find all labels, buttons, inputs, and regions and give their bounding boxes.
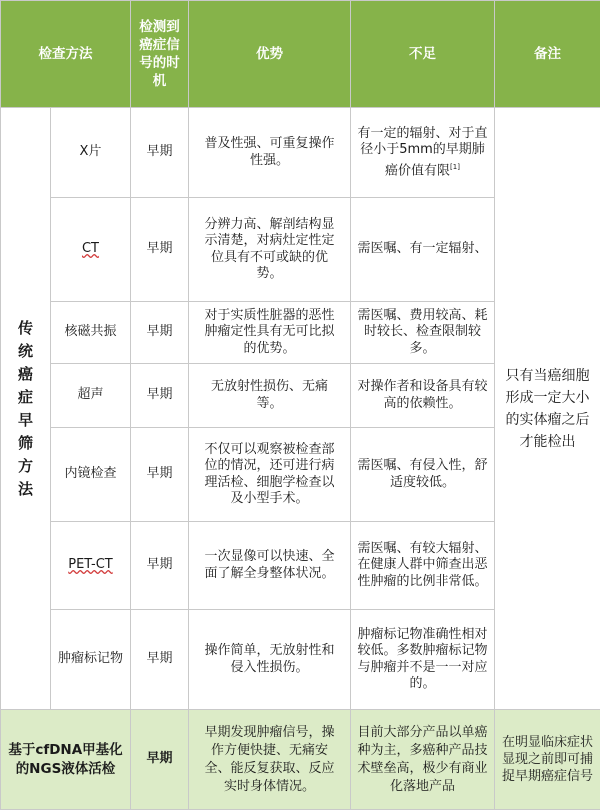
advantage-cell: 不仅可以观察被检查部位的情况，还可进行病理活检、细胞学检查以及小型手术。	[189, 428, 351, 522]
method-cell: 肿瘤标记物	[51, 610, 131, 710]
timing-cell: 早期	[131, 198, 189, 302]
method-text: PET-CT	[68, 557, 113, 573]
method-cell: X片	[51, 108, 131, 198]
advantage-cell: 早期发现肿瘤信号，操作方便快捷、无痛安全、能反复获取、反应实时身体情况。	[189, 710, 351, 810]
disadvantage-cell: 肿瘤标记物准确性相对较低。多数肿瘤标记物与肿瘤并不是一一对应的。	[351, 610, 495, 710]
table-row	[1, 108, 600, 198]
timing-cell: 早期	[131, 302, 189, 364]
timing-cell: 早期	[131, 364, 189, 428]
disadvantage-cell: 需医嘱、有一定辐射、	[351, 198, 495, 302]
disadvantage-cell: 需医嘱、有侵入性，舒适度较低。	[351, 428, 495, 522]
table-row-liquid-biopsy	[1, 710, 600, 810]
disadvantage-cell	[351, 108, 495, 198]
method-cell: 内镜检查	[51, 428, 131, 522]
header-disadvantage: 不足	[351, 1, 495, 108]
advantage-cell: 一次显像可以快速、全面了解全身整体状况。	[189, 522, 351, 610]
header-note: 备注	[495, 1, 600, 108]
method-cell: 核磁共振	[51, 302, 131, 364]
timing-cell: 早期	[131, 522, 189, 610]
method-cell: 基于cfDNA甲基化的NGS液体活检	[1, 710, 131, 810]
advantage-cell: 操作简单，无放射性和侵入性损伤。	[189, 610, 351, 710]
timing-cell: 早期	[131, 710, 189, 810]
disadvantage-cell: 需医嘱、有较大辐射、在健康人群中筛查出恶性肿瘤的比例非常低。	[351, 522, 495, 610]
method-cell	[51, 522, 131, 610]
method-cell	[51, 198, 131, 302]
timing-cell: 早期	[131, 428, 189, 522]
group-label-cell	[1, 108, 51, 710]
group-note-cell: 只有当癌细胞形成一定大小的实体瘤之后才能检出	[495, 108, 600, 710]
disadvantage-text: 有一定的辐射、对于直径小于5mm的早期肺癌价值有限	[357, 125, 488, 178]
header-method: 检查方法	[1, 1, 131, 108]
header-timing	[131, 1, 189, 108]
group-label: 传统癌症早筛方法	[17, 318, 33, 498]
note-cell: 在明显临床症状显现之前即可捕捉早期癌症信号	[495, 710, 600, 810]
header-row	[1, 1, 600, 108]
timing-cell: 早期	[131, 610, 189, 710]
reference-mark: [1]	[450, 162, 460, 171]
header-advantage: 优势	[189, 1, 351, 108]
advantage-cell: 分辨力高、解剖结构显示清楚，对病灶定性定位具有不可或缺的优势。	[189, 198, 351, 302]
header-timing-text: 检测到癌症信号的时机	[139, 19, 180, 89]
disadvantage-cell: 对操作者和设备具有较高的依赖性。	[351, 364, 495, 428]
advantage-cell: 无放射性损伤、无痛等。	[189, 364, 351, 428]
disadvantage-cell: 需医嘱、费用较高、耗时较长、检查限制较多。	[351, 302, 495, 364]
method-text: CT	[81, 241, 100, 257]
advantage-cell: 对于实质性脏器的恶性肿瘤定性具有无可比拟的优势。	[189, 302, 351, 364]
timing-cell: 早期	[131, 108, 189, 198]
method-cell: 超声	[51, 364, 131, 428]
advantage-cell: 普及性强、可重复操作性强。	[189, 108, 351, 198]
disadvantage-cell: 目前大部分产品以单癌种为主，多癌种产品技术壁垒高，极少有商业化落地产品	[351, 710, 495, 810]
